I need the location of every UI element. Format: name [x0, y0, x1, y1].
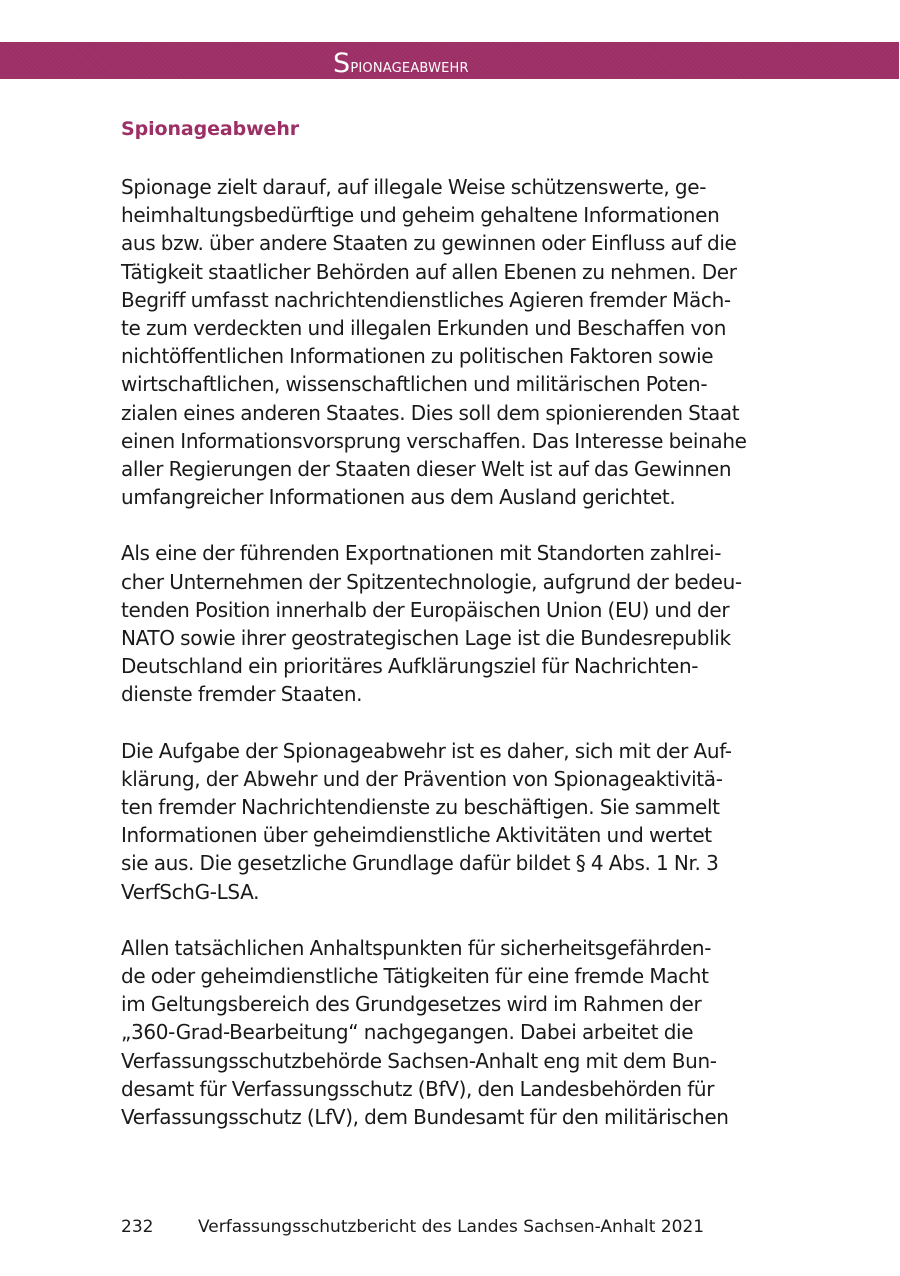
paragraph-germany-target: Als eine der führenden Exportnationen mit Standorten zahlrei- cher Unternehmen der Spitzentechnologie, aufgrund der bedeu- tenden Position innerhalb der Europäischen Union (EU) und der NATO sowie ihrer geostrategischen Lage ist die Bundesrepublik Deutschland ein prioritäres Aufklärungsziel für Nachrichten- dienste fremder Staaten. [121, 541, 742, 707]
publication-title: Verfassungsschutzbericht des Landes Sachsen-Anhalt 2021 [198, 1217, 705, 1237]
paragraph-360-degree-processing: Allen tatsächlichen Anhaltspunkten für sicherheitsgefährden- de oder geheimdienstliche Tätigkeiten für eine fremde Macht im Geltungsbereich des Grundgesetzes wird im Rahmen der „360-Grad-Bearbeitung“ nachgegangen. Dabei arbeitet die Verfassungsschutzbehörde Sachsen-Anhalt eng mit dem Bun- desamt für Verfassungsschutz (BfV), den Landesbehörden für Verfassungsschutz (LfV), dem Bundesamt für den militärischen [121, 935, 729, 1130]
section-heading: Spionageabwehr [121, 118, 300, 140]
page-content [121, 115, 786, 1159]
paragraph-counterintelligence-task: Die Aufgabe der Spionageabwehr ist es daher, sich mit der Auf- klärung, der Abwehr und der Prävention von Spionageaktivitä- ten fremder Nachrichtendienste zu beschäftigen. Sie sammelt Informationen über geheimdienstliche Aktivitäten und wertet sie aus. Die gesetzliche Grundlage dafür bildet § 4 Abs. 1 Nr. 3 VerfSchG-LSA. [121, 738, 732, 904]
page-number: 232 [121, 1217, 154, 1237]
paragraph-espionage-definition: Spionage zielt darauf, auf illegale Weise schützenswerte, ge- heimhaltungsbedürftige und geheim gehaltene Informationen aus bzw. über andere Staaten zu gewinnen oder Einfluss auf die Tätigkeit staatlicher Behörden auf allen Ebenen zu nehmen. Der Begriff umfasst nachrichtendienstliches Agieren fremder Mäch- te zum verdeckten und illegalen Erkunden und Beschaffen von nichtöffentlichen Informationen zu politischen Faktoren sowie wirtschaftlichen, wissenschaftlichen und militärischen Poten- zialen eines anderen Staates. Dies soll dem spionierenden Staat einen Informationsvorsprung verschaffen. Das Interesse beinahe aller Regierungen der Staaten dieser Welt ist auf das Gewinnen umfangreicher Informationen aus dem Ausland gerichtet. [121, 175, 747, 510]
chapter-header-band [0, 42, 899, 79]
page-footer [121, 1215, 704, 1239]
chapter-title: Spionageabwehr [333, 48, 469, 79]
